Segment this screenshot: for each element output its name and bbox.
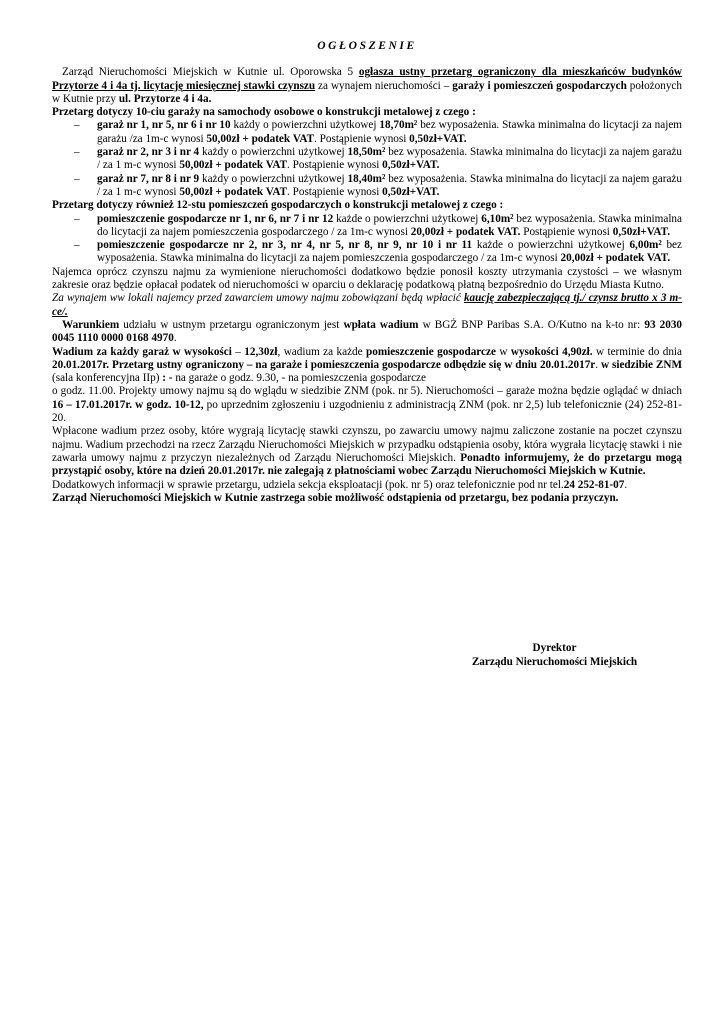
refund-paragraph: Wpłacone wadium przez osoby, które wygrają licytację stawki czynszu, po zawarciu umowy najmu zaliczone zostanie na poczet czynszu najmu. Wadium przechodzi na rzecz Zarządu Nieruchomości Miejskich w przypadku odstąpienia osoby, która wygrała licytację stawki i nie zawarła umowy najmu z przyczyn niezależnych od Zarządu Nieruchomości Miejskich. Ponadto informujemy, że do przetargu mogą przystąpić osoby, które na dzień 20.01.2017r. nie zalegają z płatnościami wobec Zarządu Nieruchomości Miejskich w Kutnie. bbox=[52, 425, 682, 478]
signature-organization: Zarządu Nieruchomości Miejskich bbox=[471, 656, 638, 668]
garages-list bbox=[52, 119, 682, 199]
announcement bbox=[52, 40, 683, 668]
list-item: – garaż nr 1, nr 5, nr 6 i nr 10 każdy o powierzchni użytkowej 18,70m² bez wyposażenia. Stawka minimalna do licytacji za najem garażu /za 1m-c wynosi 50,00zł + podatek VAT. Postąpienie wynosi 0,50zł+VAT. bbox=[52, 119, 682, 146]
info-paragraph: Dodatkowych informacji w sprawie przetargu, udziela sekcja eksploatacji (pok. nr 5) oraz telefonicznie pod nr tel.24 252-81-07. bbox=[52, 478, 628, 491]
signature bbox=[462, 641, 647, 669]
page-title: OGŁOSZENIE bbox=[317, 40, 417, 52]
garages-heading: Przetarg dotyczy 10-ciu garaży na samochody osobowe o konstrukcji metalowej z czego : bbox=[52, 106, 476, 119]
list-item: – pomieszczenie gospodarcze nr 2, nr 3, nr 4, nr 5, nr 8, nr 9, nr 10 i nr 11 każde o powierzchni użytkowej 6,00m² bez wyposażenia. Stawka minimalna do licytacji za najem pomieszczenia gospodarczego / za 1m-c wynosi 20,00zł + podatek VAT. bbox=[52, 239, 682, 266]
list-item: – garaż nr 7, nr 8 i nr 9 każdy o powierzchni użytkowej 18,40m² bez wyposażenia. Stawka minimalna do licytacji za najem garażu / za 1 m-c wynosi 50,00zł + podatek VAT. Postąpienie wynosi 0,50zł+VAT. bbox=[52, 173, 682, 200]
viewing-paragraph: o godz. 11.00. Projekty umowy najmu są do wglądu w siedzibie ZNM (pok. nr 5). Nieruchomości – garaże można będzie oglądać w dniach 16 – 17.01.2017r. w godz. 10-12, po uprzednim zgłoszeniu i uzgodnieniu z administracją ZNM (pok. nr 2,5) lub telefonicznie (24) 252-81-20. bbox=[52, 385, 682, 425]
reservation-paragraph: Zarząd Nieruchomości Miejskich w Kutnie zastrzega sobie możliwość odstąpienia od przetargu, bez podania przyczyn. bbox=[52, 491, 619, 504]
signature-title: Dyrektor bbox=[532, 642, 577, 654]
phone-number: 24 252-81-07 bbox=[563, 478, 625, 491]
deposit-paragraph: Za wynajem ww lokali najemcy przed zawarciem umowy najmu zobowiązani będą wpłacić kaucję zabezpieczającą tj./ czynsz brutto x 3 m-ce/. bbox=[52, 292, 682, 318]
conditions-paragraph: Warunkiem udziału w ustnym przetargu ograniczonym jest wpłata wadium w BGŻ BNP Paribas S.A. O/Kutno na k-to nr: 93 2030 0045 1110 0000 0168 4970. bbox=[52, 318, 683, 345]
list-item: – pomieszczenie gospodarcze nr 1, nr 6, nr 7 i nr 12 każde o powierzchni użytkowej 6,10m² bez wyposażenia. Stawka minimalna do licytacji za najem pomieszczenia gospodarczego / za 1m-c wynosi 20,00zł + podatek VAT. Postąpienie wynosi 0,50zł+VAT. bbox=[52, 213, 682, 240]
wadium-paragraph: Wadium za każdy garaż w wysokości – 12,30zł, wadium za każde pomieszczenie gospodarcze w wysokości 4,90zł. w terminie do dnia 20.01.2017r. Przetarg ustny ograniczony – na garaże i pomieszczenia gospodarcze odbędzie się w dniu 20.01.2017r. w siedzibie ZNM (sala konferencyjna IIp) : - na garaże o godz. 9.30, - na pomieszczenia gospodarcze bbox=[52, 345, 683, 385]
bank-account: 93 2030 0045 1110 0000 0168 4970 bbox=[52, 318, 683, 345]
storage-list bbox=[52, 213, 682, 266]
storage-heading: Przetarg dotyczy również 12-stu pomieszczeń gospodarczych o konstrukcji metalowej z czego : bbox=[52, 199, 504, 212]
list-item: – garaż nr 2, nr 3 i nr 4 każdy o powierzchni użytkowej 18,50m² bez wyposażenia. Stawka minimalna do licytacji za najem garażu / za 1 m-c wynosi 50,00zł + podatek VAT. Postąpienie wynosi 0,50zł+VAT. bbox=[52, 146, 682, 173]
intro-paragraph: Zarząd Nieruchomości Miejskich w Kutnie ul. Oporowska 5 ogłasza ustny przetarg ograniczony dla mieszkańców budynków Przytorze 4 i 4a tj. licytację miesięcznej stawki czynszu za wynajem nieruchomości – garaży i pomieszczeń gospodarczych położonych w Kutnie przy ul. Przytorze 4 i 4a. bbox=[52, 66, 682, 105]
costs-paragraph: Najemca oprócz czynszu najmu za wymienione nieruchomości dodatkowo będzie ponosił koszty utrzymania czystości – we własnym zakresie oraz będzie opłacał podatek od nieruchomości w oparciu o deklarację podatkową płatną bezpośrednio do Urzędu Miasta Kutno. bbox=[52, 265, 682, 292]
